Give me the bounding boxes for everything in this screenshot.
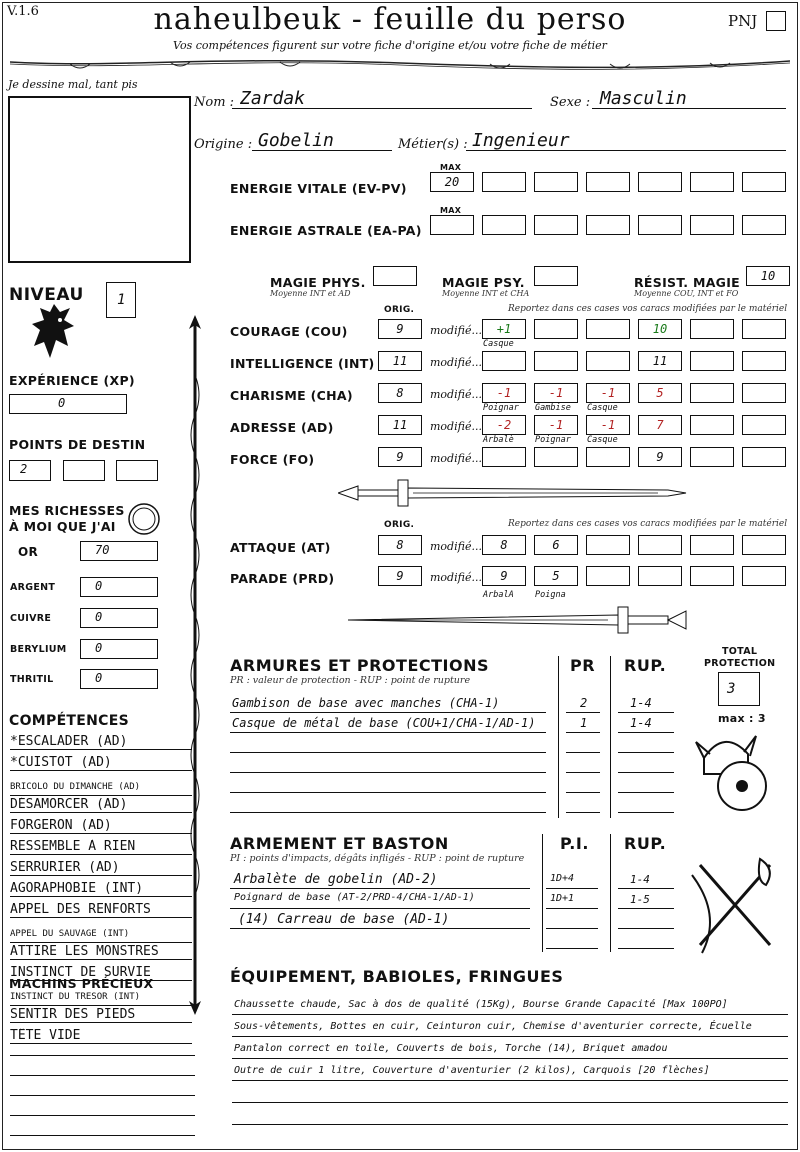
combat-cell[interactable]	[742, 535, 786, 555]
version-label: V.1.6	[7, 4, 39, 19]
wealth-value[interactable]: 70	[80, 541, 158, 561]
sword-icon-2	[338, 605, 688, 635]
weapon-name: Arbalète de gobelin (AD-2)	[234, 872, 438, 887]
stat-cell[interactable]	[586, 447, 630, 467]
page-subtitle: Vos compétences figurent sur votre fiche d'origine et/ou votre fiche de métier	[173, 39, 607, 52]
stat-cell[interactable]	[690, 319, 734, 339]
skill-item: *ESCALADER (AD)	[10, 734, 192, 750]
combat-note: Poigna	[535, 590, 566, 600]
ev-box[interactable]	[638, 172, 682, 192]
combat-cell[interactable]	[638, 566, 682, 586]
ev-box[interactable]	[742, 172, 786, 192]
equipment-line[interactable]	[232, 1058, 788, 1059]
stat-cell[interactable]	[742, 447, 786, 467]
weapons-col-pi: P.I.	[560, 834, 589, 853]
skill-blank-line[interactable]	[10, 1055, 195, 1056]
stat-cell[interactable]: +1	[482, 319, 526, 339]
metier-label: Métier(s) :	[398, 137, 468, 152]
ev-max-label: MAX	[440, 163, 462, 172]
armor-rup-line[interactable]	[618, 772, 674, 773]
combat-cell[interactable]: 6	[534, 535, 578, 555]
ev-box[interactable]	[690, 172, 734, 192]
skill-item: SENTIR DES PIEDS	[10, 1007, 192, 1023]
combat-orig-box[interactable]: 8	[378, 535, 422, 555]
stat-label: COURAGE (COU)	[230, 324, 348, 339]
combat-label: ATTAQUE (AT)	[230, 540, 331, 555]
armor-rup-line[interactable]	[618, 712, 674, 713]
armor-pr-line[interactable]	[566, 732, 600, 733]
dragon-icon	[30, 300, 78, 362]
helmet-shield-icon	[694, 728, 774, 814]
xp-box[interactable]: 0	[9, 394, 127, 414]
weapon-row-line[interactable]	[230, 928, 530, 929]
skill-item: SERRURIER (AD)	[10, 860, 192, 876]
destin-box-2[interactable]	[63, 460, 105, 481]
ev-box[interactable]: 20	[430, 172, 474, 192]
origine-value[interactable]: Gobelin	[258, 130, 334, 151]
stat-label: CHARISME (CHA)	[230, 388, 353, 403]
stat-orig-box[interactable]: 9	[378, 319, 422, 339]
ea-box[interactable]	[534, 215, 578, 235]
combat-orig-box[interactable]: 9	[378, 566, 422, 586]
ea-box[interactable]	[638, 215, 682, 235]
armor-row-line[interactable]	[230, 772, 546, 773]
armor-pr-line[interactable]	[566, 752, 600, 753]
nom-value[interactable]: Zardak	[240, 88, 306, 109]
equipment-text: Pantalon correct en toile, Couverts de bois, Torche (14), Briquet amadou	[234, 1043, 668, 1054]
weapon-name: (14) Carreau de base (AD-1)	[238, 912, 450, 927]
stat-cell[interactable]: -1	[534, 383, 578, 403]
ev-box[interactable]	[586, 172, 630, 192]
ev-box[interactable]	[534, 172, 578, 192]
wealth-value[interactable]: 0	[80, 577, 158, 597]
stat-label: FORCE (FO)	[230, 452, 315, 467]
stat-cell[interactable]	[690, 415, 734, 435]
vine-ornament-icon	[10, 54, 790, 74]
armor-pr-line[interactable]	[566, 812, 600, 813]
weapon-row-line[interactable]	[230, 908, 530, 909]
combat-cell[interactable]	[638, 535, 682, 555]
skill-item: BRICOLO DU DIMANCHE (AD)	[10, 776, 192, 796]
magie-phys-label: MAGIE PHYS.	[270, 275, 366, 290]
equipment-text: Chaussette chaude, Sac à dos de qualité (15Kg), Bourse Grande Capacité [Max 100PO]	[234, 999, 728, 1010]
stat-cell[interactable]	[586, 319, 630, 339]
page-title: naheulbeuk - feuille du perso	[153, 2, 627, 37]
armor-rup-line[interactable]	[618, 812, 674, 813]
stat-cell[interactable]: 5	[638, 383, 682, 403]
combat-cell[interactable]: 9	[482, 566, 526, 586]
ea-label: ENERGIE ASTRALE (EA-PA)	[230, 223, 422, 238]
armor-rup: 1-4	[630, 696, 652, 710]
skill-item: ATTIRE LES MONSTRES	[10, 944, 192, 960]
stat-cell[interactable]	[742, 383, 786, 403]
combat-cell[interactable]	[690, 566, 734, 586]
armor-rup-line[interactable]	[618, 752, 674, 753]
stat-note: Arbalè	[483, 435, 514, 445]
stat-cell[interactable]	[690, 383, 734, 403]
destin-box-3[interactable]	[116, 460, 158, 481]
stat-cell[interactable]: -1	[534, 415, 578, 435]
weapon-rup: 1-4	[630, 873, 650, 886]
combat-cell[interactable]: 8	[482, 535, 526, 555]
combat-note: Reportez dans ces cases vos caracs modifiées par le matériel	[508, 519, 788, 529]
machins-label: MACHINS PRÉCIEUX	[9, 976, 154, 991]
skill-item: AGORAPHOBIE (INT)	[10, 881, 192, 897]
sword-icon	[338, 478, 688, 508]
stats-note: Reportez dans ces cases vos caracs modifiées par le matériel	[508, 304, 788, 314]
wealth-label: BERYLIUM	[10, 644, 67, 655]
armor-row-line[interactable]	[230, 732, 546, 733]
equipment-line[interactable]	[232, 1014, 788, 1015]
armor-name: Casque de métal de base (COU+1/CHA-1/AD-1)	[232, 716, 536, 730]
weapon-pi: 1D+1	[550, 893, 575, 904]
stat-modif-label: modifié...	[430, 388, 482, 401]
ea-box[interactable]	[482, 215, 526, 235]
skill-blank-line[interactable]	[10, 1095, 195, 1096]
stat-note: Poignar	[535, 435, 571, 445]
armor-pr-line[interactable]	[566, 792, 600, 793]
magie-phys-box[interactable]	[373, 266, 417, 286]
ea-box[interactable]	[690, 215, 734, 235]
ea-box[interactable]	[742, 215, 786, 235]
stat-cell[interactable]	[534, 319, 578, 339]
portrait-box[interactable]	[8, 96, 191, 263]
magie-psy-label: MAGIE PSY.	[442, 275, 525, 290]
skill-item: DÉSAMORCER (AD)	[10, 797, 192, 813]
stat-label: ADRESSE (AD)	[230, 420, 334, 435]
destin-label: POINTS DE DESTIN	[9, 437, 146, 452]
stat-cell[interactable]	[690, 351, 734, 371]
ev-box[interactable]	[482, 172, 526, 192]
stat-cell[interactable]: -1	[586, 383, 630, 403]
wealth-value[interactable]: 0	[80, 608, 158, 628]
armor-rup-line[interactable]	[618, 792, 674, 793]
resist-box[interactable]: 10	[746, 266, 790, 286]
magie-psy-sub: Moyenne INT et CHA	[442, 289, 530, 298]
ea-max-label: MAX	[440, 206, 462, 215]
stat-modif-label: modifié...	[430, 452, 482, 465]
wealth-label: CUIVRE	[10, 613, 52, 624]
pnj-checkbox[interactable]	[766, 11, 786, 31]
stat-note: Poignar	[483, 403, 519, 413]
armor-row-line[interactable]	[230, 812, 546, 813]
stat-modif-label: modifié...	[430, 356, 482, 369]
weapon-pi-line[interactable]	[546, 948, 598, 949]
wealth-value[interactable]: 0	[80, 669, 158, 689]
armor-rup: 1-4	[630, 716, 652, 730]
combat-cell[interactable]: 5	[534, 566, 578, 586]
armor-rup-line[interactable]	[618, 732, 674, 733]
skill-item: *CUISTOT (AD)	[10, 755, 192, 771]
stat-cell[interactable]	[690, 447, 734, 467]
equipment-title: ÉQUIPEMENT, BABIOLES, FRINGUES	[230, 967, 564, 986]
wealth-label: OR	[18, 545, 39, 559]
weapon-rup-line[interactable]	[618, 888, 674, 889]
orig-label: ORIG.	[384, 305, 415, 315]
stat-cell[interactable]: 11	[638, 351, 682, 371]
stat-cell[interactable]: 7	[638, 415, 682, 435]
niveau-label: NIVEAU	[9, 285, 84, 305]
stat-cell[interactable]: 10	[638, 319, 682, 339]
pnj-label: PNJ	[728, 12, 758, 30]
origine-label: Origine :	[194, 137, 253, 152]
stat-modif-label: modifié...	[430, 420, 482, 433]
wealth-value[interactable]: 0	[80, 639, 158, 659]
skill-item: TÊTE VIDE	[10, 1028, 192, 1044]
armor-col-rup: RUP.	[624, 656, 667, 675]
richesses-label-1: MES RICHESSES	[9, 503, 125, 518]
stat-cell[interactable]	[742, 319, 786, 339]
skill-item: APPEL DU SAUVAGE (INT)	[10, 923, 192, 943]
stat-note: Casque	[587, 435, 618, 445]
combat-note: ArbalA	[483, 590, 514, 600]
combat-label: PARADE (PRD)	[230, 571, 335, 586]
wealth-label: THRITIL	[10, 674, 54, 685]
stat-orig-box[interactable]: 8	[378, 383, 422, 403]
combat-cell[interactable]	[586, 535, 630, 555]
armor-row-line[interactable]	[230, 792, 546, 793]
armor-row-line[interactable]	[230, 752, 546, 753]
xp-label: EXPÉRIENCE (XP)	[9, 373, 135, 388]
skill-blank-line[interactable]	[10, 1135, 195, 1136]
stat-orig-box[interactable]: 11	[378, 415, 422, 435]
equipment-line[interactable]	[232, 1102, 788, 1103]
sexe-value[interactable]: Masculin	[600, 88, 687, 109]
stat-cell[interactable]: -2	[482, 415, 526, 435]
combat-cell[interactable]	[690, 535, 734, 555]
weapon-rup-line[interactable]	[618, 908, 674, 909]
magie-phys-sub: Moyenne INT et AD	[270, 289, 351, 298]
sexe-label: Sexe :	[550, 95, 591, 110]
weapon-pi-line[interactable]	[546, 908, 598, 909]
stat-note: Casque	[587, 403, 618, 413]
stat-note: Casque	[483, 339, 514, 349]
weapon-rup-line[interactable]	[618, 948, 674, 949]
weapon-name: Poignard de base (AT-2/PRD-4/CHA-1/AD-1)	[234, 892, 475, 903]
armor-name: Gambison de base avec manches (CHA-1)	[232, 696, 500, 710]
max-protection-label: max : 3	[718, 712, 766, 725]
skill-item: APPEL DES RENFORTS	[10, 902, 192, 918]
skill-item: RESSEMBLE À RIEN	[10, 839, 192, 855]
stat-cell[interactable]	[586, 351, 630, 371]
skill-item: INSTINCT DE SURVIE	[10, 965, 192, 981]
total-label-1: TOTAL	[722, 646, 758, 657]
weapons-title: ARMEMENT ET BASTON	[230, 834, 449, 853]
armor-row-line[interactable]	[230, 712, 546, 713]
equipment-text: Sous-vêtements, Bottes en cuir, Ceinturon cuir, Chemise d'aventurier correcte, Écuelle	[234, 1021, 752, 1032]
nom-label: Nom :	[194, 95, 235, 110]
combat-cell[interactable]	[742, 566, 786, 586]
portrait-label: Je dessine mal, tant pis	[8, 78, 138, 91]
wealth-label: ARGENT	[10, 582, 56, 593]
stat-label: INTELLIGENCE (INT)	[230, 356, 375, 371]
equipment-text: Outre de cuir 1 litre, Couverture d'aventurier (2 kilos), Carquois [20 flèches]	[234, 1065, 710, 1076]
equipment-line[interactable]	[232, 1036, 788, 1037]
armor-pr: 1	[580, 716, 588, 730]
armor-title: ARMURES ET PROTECTIONS	[230, 656, 489, 675]
combat-modif-label: modifié...	[430, 540, 482, 553]
stat-orig-box[interactable]: 11	[378, 351, 422, 371]
destin-box-1[interactable]: 2	[9, 460, 51, 481]
stat-cell[interactable]: -1	[586, 415, 630, 435]
armor-pr-line[interactable]	[566, 772, 600, 773]
stat-cell[interactable]	[482, 447, 526, 467]
niveau-box[interactable]: 1	[106, 282, 136, 318]
richesses-label-2: À MOI QUE J'AI	[9, 519, 116, 534]
competences-label: COMPÉTENCES	[9, 713, 129, 729]
metier-value[interactable]: Ingenieur	[472, 130, 570, 151]
stat-cell[interactable]: 9	[638, 447, 682, 467]
weapons-col-rup: RUP.	[624, 834, 667, 853]
stat-cell[interactable]	[742, 351, 786, 371]
stat-cell[interactable]	[534, 351, 578, 371]
resist-label: RÉSIST. MAGIE	[634, 275, 741, 290]
stat-cell[interactable]: -1	[482, 383, 526, 403]
weapon-rup: 1-5	[630, 893, 650, 906]
armor-pr: 2	[580, 696, 588, 710]
stat-modif-label: modifié...	[430, 324, 482, 337]
skill-item: INSTINCT DU TRESOR (INT)	[10, 986, 192, 1006]
weapon-pi-line[interactable]	[546, 888, 598, 889]
total-protection-box[interactable]: 3	[718, 672, 760, 706]
weapons-sub: PI : points d'impacts, dégâts infligés - RUP : point de rupture	[230, 853, 525, 864]
ea-box[interactable]	[586, 215, 630, 235]
weapon-rup-line[interactable]	[618, 928, 674, 929]
stat-note: Gambise	[535, 403, 571, 413]
ea-max-box[interactable]	[430, 215, 474, 235]
stat-cell[interactable]	[482, 351, 526, 371]
combat-orig-label: ORIG.	[384, 520, 415, 530]
magie-psy-box[interactable]	[534, 266, 578, 286]
armor-col-pr: PR	[570, 656, 596, 675]
resist-sub: Moyenne COU, INT et FO	[634, 289, 739, 298]
weapons-crossed-icon	[690, 855, 780, 955]
combat-modif-label: modifié...	[430, 571, 482, 584]
combat-cell[interactable]	[586, 566, 630, 586]
coin-icon	[127, 502, 161, 536]
skill-blank-line[interactable]	[10, 1115, 195, 1116]
equipment-line[interactable]	[232, 1080, 788, 1081]
skill-blank-line[interactable]	[10, 1075, 195, 1076]
armor-pr-line[interactable]	[566, 712, 600, 713]
weapon-pi: 1D+4	[550, 873, 575, 884]
stat-cell[interactable]	[534, 447, 578, 467]
stat-cell[interactable]	[742, 415, 786, 435]
skill-item: FORGERON (AD)	[10, 818, 192, 834]
weapon-row-line[interactable]	[230, 888, 530, 889]
armor-sub: PR : valeur de protection - RUP : point de rupture	[230, 675, 471, 686]
equipment-line[interactable]	[232, 1124, 788, 1125]
stat-orig-box[interactable]: 9	[378, 447, 422, 467]
ev-label: ENERGIE VITALE (EV-PV)	[230, 181, 407, 196]
total-label-2: PROTECTION	[704, 658, 776, 669]
weapon-pi-line[interactable]	[546, 928, 598, 929]
